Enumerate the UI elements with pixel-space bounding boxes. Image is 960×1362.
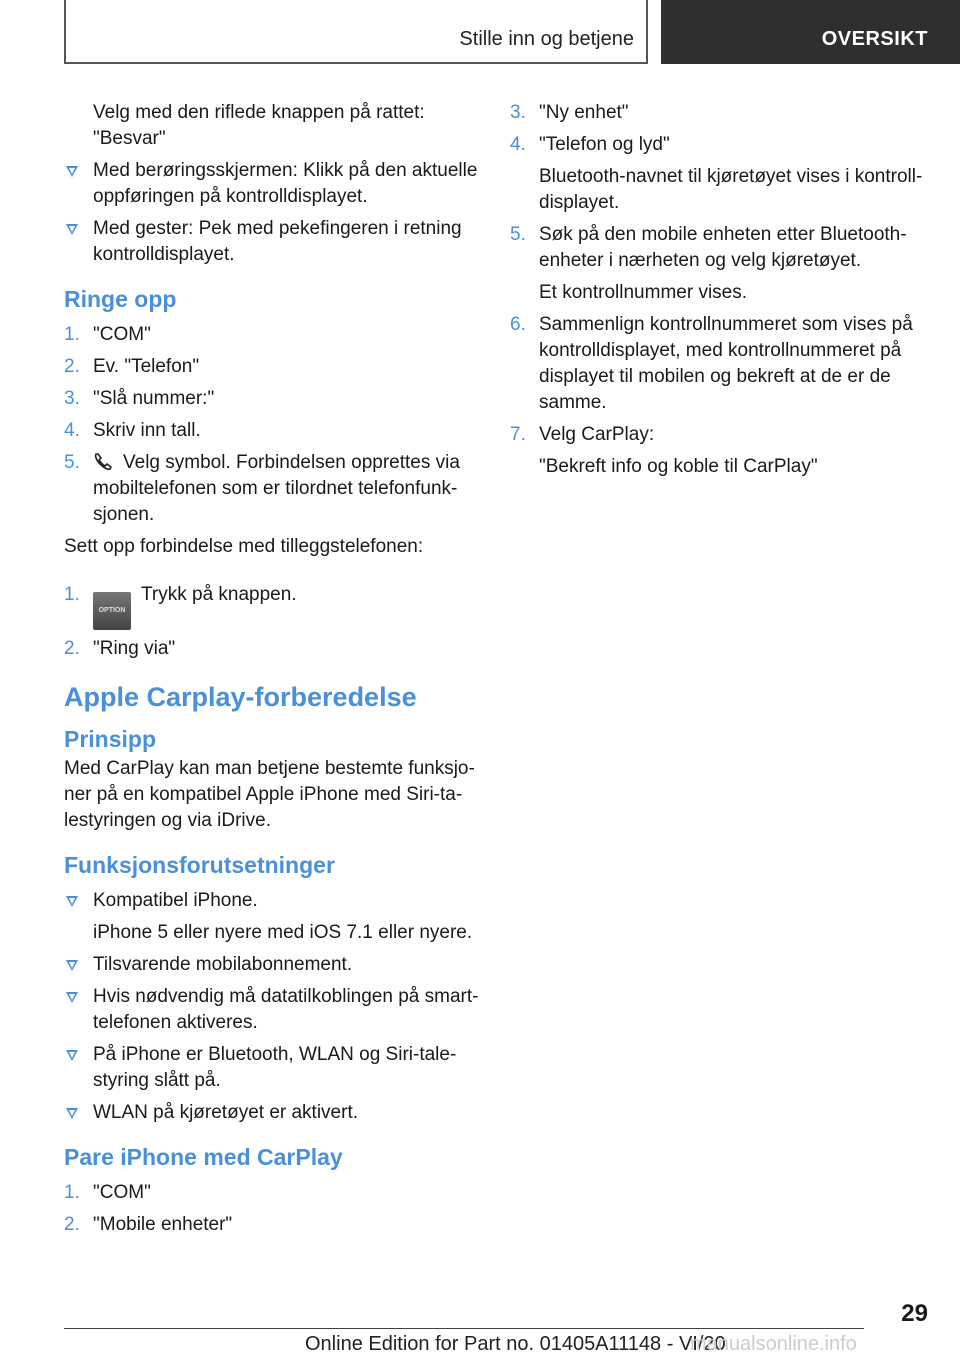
triangle-bullet-icon <box>66 1108 78 1119</box>
heading-carplay: Apple Carplay-forberedelse <box>64 682 417 712</box>
step-subtext: Bluetooth-navnet til kjøretøyet vises i kontrolldisplayet. <box>539 166 923 213</box>
triangle-bullet-icon <box>66 166 78 177</box>
prinsipp-text: Med CarPlay kan man betjene bestemte funksjoner på en kompatibel Apple iPhone med Siri-talestyringen og via iDrive. <box>64 758 475 831</box>
step-item: 2. "Ring via" <box>64 638 176 659</box>
step-item: 2. "Mobile enheter" <box>64 1214 233 1235</box>
bullet-item: WLAN på kjøretøyet er aktivert. <box>64 1100 480 1126</box>
step-item: 1. "COM" <box>64 324 151 345</box>
heading-funksjonsforutsetninger: Funksjonsforutsetninger <box>64 852 335 878</box>
step-item: 4. Skriv inn tall. <box>64 420 201 441</box>
phone-handset-icon <box>93 452 113 472</box>
step-item: 3. "Ny enhet" <box>510 102 629 123</box>
bullet-subtext: iPhone 5 eller nyere med iOS 7.1 eller nyere. <box>93 922 473 943</box>
heading-prinsipp: Prinsipp <box>64 726 157 752</box>
bullet-item: Hvis nødvendig må datatilkoblingen på smarttelefonen aktiveres. <box>64 984 480 1036</box>
page-number: 29 <box>901 1300 928 1327</box>
bullet-item: Med gester: Pek med pekefingeren i retning kontrolldisplayet. <box>64 216 480 268</box>
step-subtext: "Bekreft info og koble til CarPlay" <box>539 456 818 477</box>
triangle-bullet-icon <box>66 960 78 971</box>
triangle-bullet-icon <box>66 224 78 235</box>
right-column <box>510 100 930 486</box>
step-subtext: Et kontrollnummer vises. <box>539 282 748 303</box>
triangle-bullet-icon <box>66 992 78 1003</box>
triangle-bullet-icon <box>66 1050 78 1061</box>
step-item: 1. OPTIONTrykk på knappen. <box>64 582 480 630</box>
header-tab[interactable] <box>661 0 960 64</box>
bullet-item: På iPhone er Bluetooth, WLAN og Siri-talestyring slått på. <box>64 1042 480 1094</box>
header-tab-label: OVERSIKT <box>821 28 928 50</box>
intro-continuation: Velg med den riflede knappen på rattet: "Besvar" <box>93 102 425 149</box>
bullet-item: Med berøringsskjermen: Klikk på den aktuelle oppføringen på kontrolldisplayet. <box>64 158 480 210</box>
step-item: 6. Sammenlign kontrollnummeret som vises på kontrolldisplayet, med kontrollnummeret på displayet til mobilen og bekreft at de er de samme. <box>510 314 913 413</box>
option-button-icon: OPTION <box>93 592 131 630</box>
step-item: 7. Velg CarPlay: <box>510 424 655 445</box>
footer-edition: Online Edition for Part no. 01405A11148 - VI/20 <box>305 1333 726 1355</box>
header-section-box <box>64 0 648 64</box>
step-item: 5. Velg symbol. Forbindelsen opprettes via mobiltelefonen som er tilordnet telefonfunksjonen. <box>64 452 460 525</box>
heading-pare-iphone: Pare iPhone med CarPlay <box>64 1144 343 1170</box>
bullet-item: Tilsvarende mobilabonnement. <box>64 952 480 978</box>
step-item: 3. "Slå nummer:" <box>64 388 215 409</box>
triangle-bullet-icon <box>66 896 78 907</box>
bullet-item: Kompatibel iPhone. <box>64 888 480 914</box>
footer-divider <box>64 1328 864 1329</box>
footer-watermark: manualsonline.info <box>690 1333 857 1355</box>
step-item: 5. Søk på den mobile enheten etter Bluetooth-enheter i nærheten og velg kjøretøyet. <box>510 224 907 271</box>
step-item: 1. "COM" <box>64 1182 151 1203</box>
step-item: 4. "Telefon og lyd" <box>510 134 670 155</box>
left-column <box>64 100 480 1244</box>
header-section-title: Stille inn og betjene <box>459 28 634 50</box>
heading-ringe-opp: Ringe opp <box>64 286 177 312</box>
extra-text: Sett opp forbindelse med tilleggstelefonen: <box>64 536 424 557</box>
step-item: 2. Ev. "Telefon" <box>64 356 200 377</box>
